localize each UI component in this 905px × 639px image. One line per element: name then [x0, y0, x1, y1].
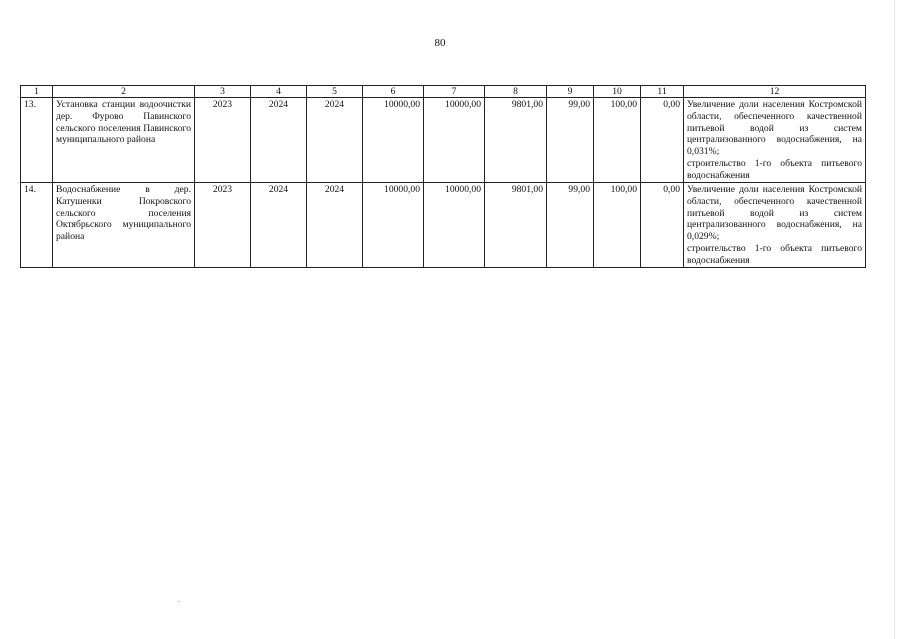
object-name-cell: Установка станции водоочистки дер. Фурово Павинского сельского поселения Павинского муниципального района — [53, 98, 195, 183]
column-number-cell: 10 — [594, 86, 641, 98]
amount-cell: 10000,00 — [363, 183, 424, 268]
amount-cell: 10000,00 — [424, 183, 485, 268]
amount-cell: 9801,00 — [485, 183, 547, 268]
amount-cell: 99,00 — [547, 98, 594, 183]
year-cell: 2024 — [251, 183, 307, 268]
page-number: 80 — [434, 37, 446, 49]
column-number-cell: 5 — [307, 86, 363, 98]
data-table — [20, 85, 866, 268]
column-number-cell: 9 — [547, 86, 594, 98]
row-number-cell: 14. — [21, 183, 53, 268]
column-number-cell: 2 — [53, 86, 195, 98]
table-row — [21, 98, 866, 183]
column-number-cell: 7 — [424, 86, 485, 98]
scan-edge-line — [894, 0, 895, 639]
amount-cell: 99,00 — [547, 183, 594, 268]
result-text: Увеличение доли населения Костромской области, обеспеченного качественной питьевой водой из систем централизованного водоснабжения, на 0,031%; — [687, 99, 862, 158]
year-cell: 2024 — [251, 98, 307, 183]
row-number-cell: 13. — [21, 98, 53, 183]
year-start-cell: 2023 — [195, 98, 251, 183]
amount-cell: 100,00 — [594, 98, 641, 183]
amount-cell: 100,00 — [594, 183, 641, 268]
column-number-cell: 12 — [684, 86, 866, 98]
result-extra-text: строительство 1-го объекта питьевого водоснабжения — [687, 242, 862, 266]
year-cell: 2024 — [307, 183, 363, 268]
result-cell — [684, 98, 866, 183]
year-cell: 2024 — [307, 98, 363, 183]
year-start-cell: 2023 — [195, 183, 251, 268]
column-number-cell: 4 — [251, 86, 307, 98]
column-number-cell: 6 — [363, 86, 424, 98]
column-number-cell: 1 — [21, 86, 53, 98]
amount-cell: 10000,00 — [424, 98, 485, 183]
column-number-cell: 8 — [485, 86, 547, 98]
result-extra-text: строительство 1-го объекта питьевого водоснабжения — [687, 157, 862, 181]
column-number-cell: 3 — [195, 86, 251, 98]
table-row — [21, 183, 866, 268]
table-header-row — [21, 86, 866, 98]
amount-cell: 0,00 — [641, 183, 684, 268]
amount-cell: 9801,00 — [485, 98, 547, 183]
column-number-cell: 11 — [641, 86, 684, 98]
object-name-cell: Водоснабжение в дер. Катушенки Покровского сельского поселения Октябрьского муниципального района — [53, 183, 195, 268]
scan-speck — [178, 601, 180, 602]
amount-cell: 10000,00 — [363, 98, 424, 183]
amount-cell: 0,00 — [641, 98, 684, 183]
result-cell — [684, 183, 866, 268]
result-text: Увеличение доли населения Костромской области, обеспеченного качественной питьевой водой из систем централизованного водоснабжения, на 0,029%; — [687, 184, 862, 243]
